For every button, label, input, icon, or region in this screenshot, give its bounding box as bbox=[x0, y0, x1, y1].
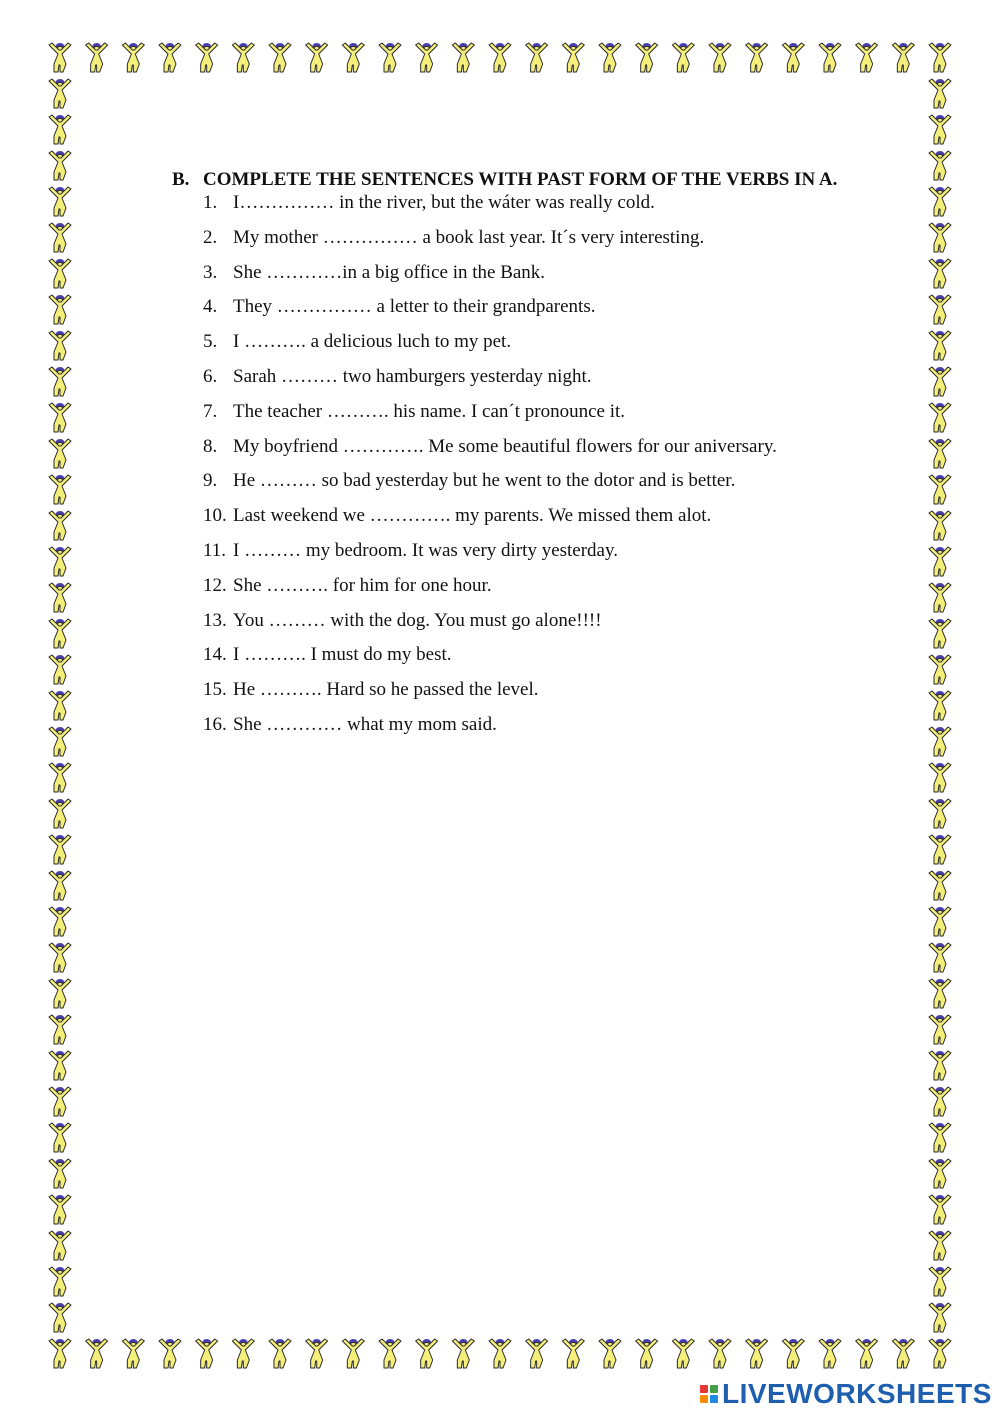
cheering-person-icon bbox=[49, 943, 71, 972]
worksheet-content bbox=[172, 168, 872, 743]
cheering-person-icon bbox=[49, 511, 71, 540]
cheering-person-icon bbox=[856, 43, 878, 72]
cheering-person-icon bbox=[452, 1339, 474, 1368]
cheering-person-icon bbox=[636, 43, 658, 72]
item-number: 3. bbox=[203, 261, 218, 283]
cheering-person-icon bbox=[49, 1231, 71, 1260]
cheering-person-icon bbox=[746, 43, 768, 72]
cheering-person-icon bbox=[929, 835, 951, 864]
cheering-person-icon bbox=[49, 43, 71, 72]
cheering-person-icon bbox=[929, 799, 951, 828]
cheering-person-icon bbox=[232, 43, 254, 72]
cheering-person-icon bbox=[929, 655, 951, 684]
sentence-list bbox=[203, 186, 872, 743]
list-item bbox=[203, 360, 872, 395]
item-number: 10. bbox=[203, 505, 227, 527]
cheering-person-icon bbox=[49, 907, 71, 936]
list-item bbox=[203, 395, 872, 430]
cheering-person-icon bbox=[892, 1339, 914, 1368]
cheering-person-icon bbox=[746, 1339, 768, 1368]
logo-square bbox=[710, 1395, 718, 1403]
cheering-person-icon bbox=[562, 43, 584, 72]
cheering-person-icon bbox=[929, 727, 951, 756]
cheering-person-icon bbox=[929, 979, 951, 1008]
cheering-person-icon bbox=[49, 187, 71, 216]
cheering-person-icon bbox=[929, 1267, 951, 1296]
cheering-person-icon bbox=[49, 151, 71, 180]
cheering-person-icon bbox=[306, 1339, 328, 1368]
item-text: She …………in a big office in the Bank. bbox=[233, 261, 546, 283]
cheering-person-icon bbox=[269, 1339, 291, 1368]
cheering-person-icon bbox=[929, 43, 951, 72]
cheering-person-icon bbox=[599, 1339, 621, 1368]
cheering-person-icon bbox=[782, 43, 804, 72]
cheering-person-icon bbox=[49, 979, 71, 1008]
item-text: The teacher ………. his name. I can´t pronounce it. bbox=[233, 400, 625, 422]
cheering-person-icon bbox=[49, 331, 71, 360]
list-item bbox=[203, 638, 872, 673]
list-item bbox=[203, 708, 872, 743]
cheering-person-icon bbox=[636, 1339, 658, 1368]
cheering-person-icon bbox=[49, 367, 71, 396]
logo-square bbox=[710, 1385, 718, 1393]
cheering-person-icon bbox=[122, 1339, 144, 1368]
item-number: 7. bbox=[203, 400, 218, 422]
cheering-person-icon bbox=[49, 1159, 71, 1188]
cheering-person-icon bbox=[86, 1339, 108, 1368]
cheering-person-icon bbox=[49, 223, 71, 252]
cheering-person-icon bbox=[49, 1123, 71, 1152]
cheering-person-icon bbox=[49, 1339, 71, 1368]
cheering-person-icon bbox=[49, 727, 71, 756]
item-number: 9. bbox=[203, 470, 218, 492]
cheering-person-icon bbox=[929, 1051, 951, 1080]
list-item bbox=[203, 430, 872, 465]
liveworksheets-logo bbox=[700, 1376, 992, 1412]
item-number: 14. bbox=[203, 644, 227, 666]
section-heading-text: COMPLETE THE SENTENCES WITH PAST FORM OF THE VERBS IN A. bbox=[203, 169, 838, 190]
cheering-person-icon bbox=[49, 619, 71, 648]
logo-square bbox=[700, 1395, 708, 1403]
cheering-person-icon bbox=[49, 79, 71, 108]
cheering-person-icon bbox=[929, 547, 951, 576]
cheering-person-icon bbox=[929, 151, 951, 180]
item-number: 6. bbox=[203, 365, 218, 387]
cheering-person-icon bbox=[86, 43, 108, 72]
cheering-person-icon bbox=[929, 439, 951, 468]
cheering-person-icon bbox=[929, 1339, 951, 1368]
cheering-person-icon bbox=[489, 43, 511, 72]
list-item bbox=[203, 604, 872, 639]
item-number: 11. bbox=[203, 539, 227, 561]
cheering-person-icon bbox=[49, 403, 71, 432]
cheering-person-icon bbox=[379, 43, 401, 72]
cheering-person-icon bbox=[49, 259, 71, 288]
cheering-person-icon bbox=[49, 691, 71, 720]
cheering-person-icon bbox=[49, 1015, 71, 1044]
item-text: She ………. for him for one hour. bbox=[233, 574, 492, 596]
cheering-person-icon bbox=[929, 259, 951, 288]
cheering-person-icon bbox=[672, 43, 694, 72]
cheering-person-icon bbox=[416, 1339, 438, 1368]
cheering-person-icon bbox=[49, 1087, 71, 1116]
cheering-person-icon bbox=[452, 43, 474, 72]
item-text: I ………. a delicious luch to my pet. bbox=[233, 331, 512, 353]
cheering-person-icon bbox=[929, 331, 951, 360]
list-item bbox=[203, 534, 872, 569]
list-item bbox=[203, 256, 872, 291]
list-item bbox=[203, 569, 872, 604]
cheering-person-icon bbox=[819, 43, 841, 72]
cheering-person-icon bbox=[49, 295, 71, 324]
cheering-person-icon bbox=[49, 835, 71, 864]
list-item bbox=[203, 221, 872, 256]
cheering-person-icon bbox=[49, 439, 71, 468]
cheering-person-icon bbox=[929, 403, 951, 432]
cheering-person-icon bbox=[49, 583, 71, 612]
cheering-person-icon bbox=[929, 1195, 951, 1224]
cheering-person-icon bbox=[49, 1267, 71, 1296]
item-number: 1. bbox=[203, 192, 218, 213]
cheering-person-icon bbox=[196, 43, 218, 72]
cheering-person-icon bbox=[672, 1339, 694, 1368]
cheering-person-icon bbox=[526, 1339, 548, 1368]
cheering-person-icon bbox=[929, 907, 951, 936]
cheering-person-icon bbox=[49, 547, 71, 576]
cheering-person-icon bbox=[49, 871, 71, 900]
cheering-person-icon bbox=[929, 115, 951, 144]
item-text: He ………. Hard so he passed the level. bbox=[233, 679, 539, 701]
cheering-person-icon bbox=[562, 1339, 584, 1368]
cheering-person-icon bbox=[892, 43, 914, 72]
cheering-person-icon bbox=[379, 1339, 401, 1368]
cheering-person-icon bbox=[526, 43, 548, 72]
cheering-person-icon bbox=[929, 223, 951, 252]
cheering-person-icon bbox=[49, 1195, 71, 1224]
cheering-person-icon bbox=[929, 367, 951, 396]
cheering-person-icon bbox=[929, 295, 951, 324]
cheering-person-icon bbox=[929, 619, 951, 648]
cheering-person-icon bbox=[929, 1087, 951, 1116]
cheering-person-icon bbox=[49, 115, 71, 144]
cheering-person-icon bbox=[782, 1339, 804, 1368]
cheering-person-icon bbox=[929, 1159, 951, 1188]
cheering-person-icon bbox=[929, 511, 951, 540]
item-number: 2. bbox=[203, 226, 218, 248]
cheering-person-icon bbox=[929, 871, 951, 900]
cheering-person-icon bbox=[416, 43, 438, 72]
cheering-person-icon bbox=[929, 475, 951, 504]
cheering-person-icon bbox=[709, 43, 731, 72]
item-text: She ………… what my mom said. bbox=[233, 713, 497, 735]
item-number: 8. bbox=[203, 435, 218, 457]
cheering-person-icon bbox=[819, 1339, 841, 1368]
cheering-person-icon bbox=[159, 1339, 181, 1368]
section-letter: B. bbox=[172, 169, 190, 190]
cheering-person-icon bbox=[232, 1339, 254, 1368]
item-text: My boyfriend …………. Me some beautiful flowers for our aniversary. bbox=[233, 435, 777, 457]
cheering-person-icon bbox=[929, 79, 951, 108]
cheering-person-icon bbox=[929, 1231, 951, 1260]
cheering-person-icon bbox=[49, 763, 71, 792]
item-text: They …………… a letter to their grandparents. bbox=[233, 296, 596, 318]
cheering-person-icon bbox=[929, 1123, 951, 1152]
list-item bbox=[203, 673, 872, 708]
cheering-person-icon bbox=[929, 691, 951, 720]
item-text: You ……… with the dog. You must go alone!!!! bbox=[233, 609, 602, 631]
liveworksheets-logo-icon bbox=[700, 1385, 718, 1403]
cheering-person-icon bbox=[49, 655, 71, 684]
item-text: He ……… so bad yesterday but he went to the dotor and is better. bbox=[233, 470, 736, 492]
cheering-person-icon bbox=[49, 799, 71, 828]
liveworksheets-brand: LIVEWORKSHEETS bbox=[722, 1378, 992, 1409]
cheering-person-icon bbox=[929, 1015, 951, 1044]
cheering-person-icon bbox=[929, 583, 951, 612]
cheering-person-icon bbox=[49, 1303, 71, 1332]
cheering-person-icon bbox=[196, 1339, 218, 1368]
item-text: Last weekend we …………. my parents. We missed them alot. bbox=[233, 505, 712, 527]
cheering-person-icon bbox=[122, 43, 144, 72]
cheering-person-icon bbox=[342, 1339, 364, 1368]
item-number: 13. bbox=[203, 609, 227, 631]
list-item bbox=[203, 325, 872, 360]
item-number: 12. bbox=[203, 574, 227, 596]
cheering-person-icon bbox=[489, 1339, 511, 1368]
cheering-person-icon bbox=[269, 43, 291, 72]
item-text: My mother …………… a book last year. It´s very interesting. bbox=[233, 226, 705, 248]
list-item bbox=[203, 290, 872, 325]
cheering-person-icon bbox=[49, 1051, 71, 1080]
cheering-person-icon bbox=[599, 43, 621, 72]
cheering-person-icon bbox=[856, 1339, 878, 1368]
item-number: 5. bbox=[203, 331, 218, 353]
cheering-person-icon bbox=[709, 1339, 731, 1368]
cheering-person-icon bbox=[49, 475, 71, 504]
item-text: Sarah ……… two hamburgers yesterday night. bbox=[233, 365, 592, 387]
item-text: I ………. I must do my best. bbox=[233, 644, 452, 666]
cheering-person-icon bbox=[929, 187, 951, 216]
cheering-person-icon bbox=[342, 43, 364, 72]
cheering-person-icon bbox=[929, 1303, 951, 1332]
cheering-person-icon bbox=[929, 763, 951, 792]
item-number: 16. bbox=[203, 713, 227, 735]
cheering-person-icon bbox=[306, 43, 328, 72]
list-item bbox=[203, 499, 872, 534]
list-item bbox=[203, 464, 872, 499]
item-text: I…………… in the river, but the wáter was really cold. bbox=[233, 192, 655, 213]
item-number: 15. bbox=[203, 679, 227, 701]
cheering-person-icon bbox=[929, 943, 951, 972]
item-number: 4. bbox=[203, 296, 218, 318]
item-text: I ……… my bedroom. It was very dirty yesterday. bbox=[233, 539, 619, 561]
cheering-person-icon bbox=[159, 43, 181, 72]
logo-square bbox=[700, 1385, 708, 1393]
